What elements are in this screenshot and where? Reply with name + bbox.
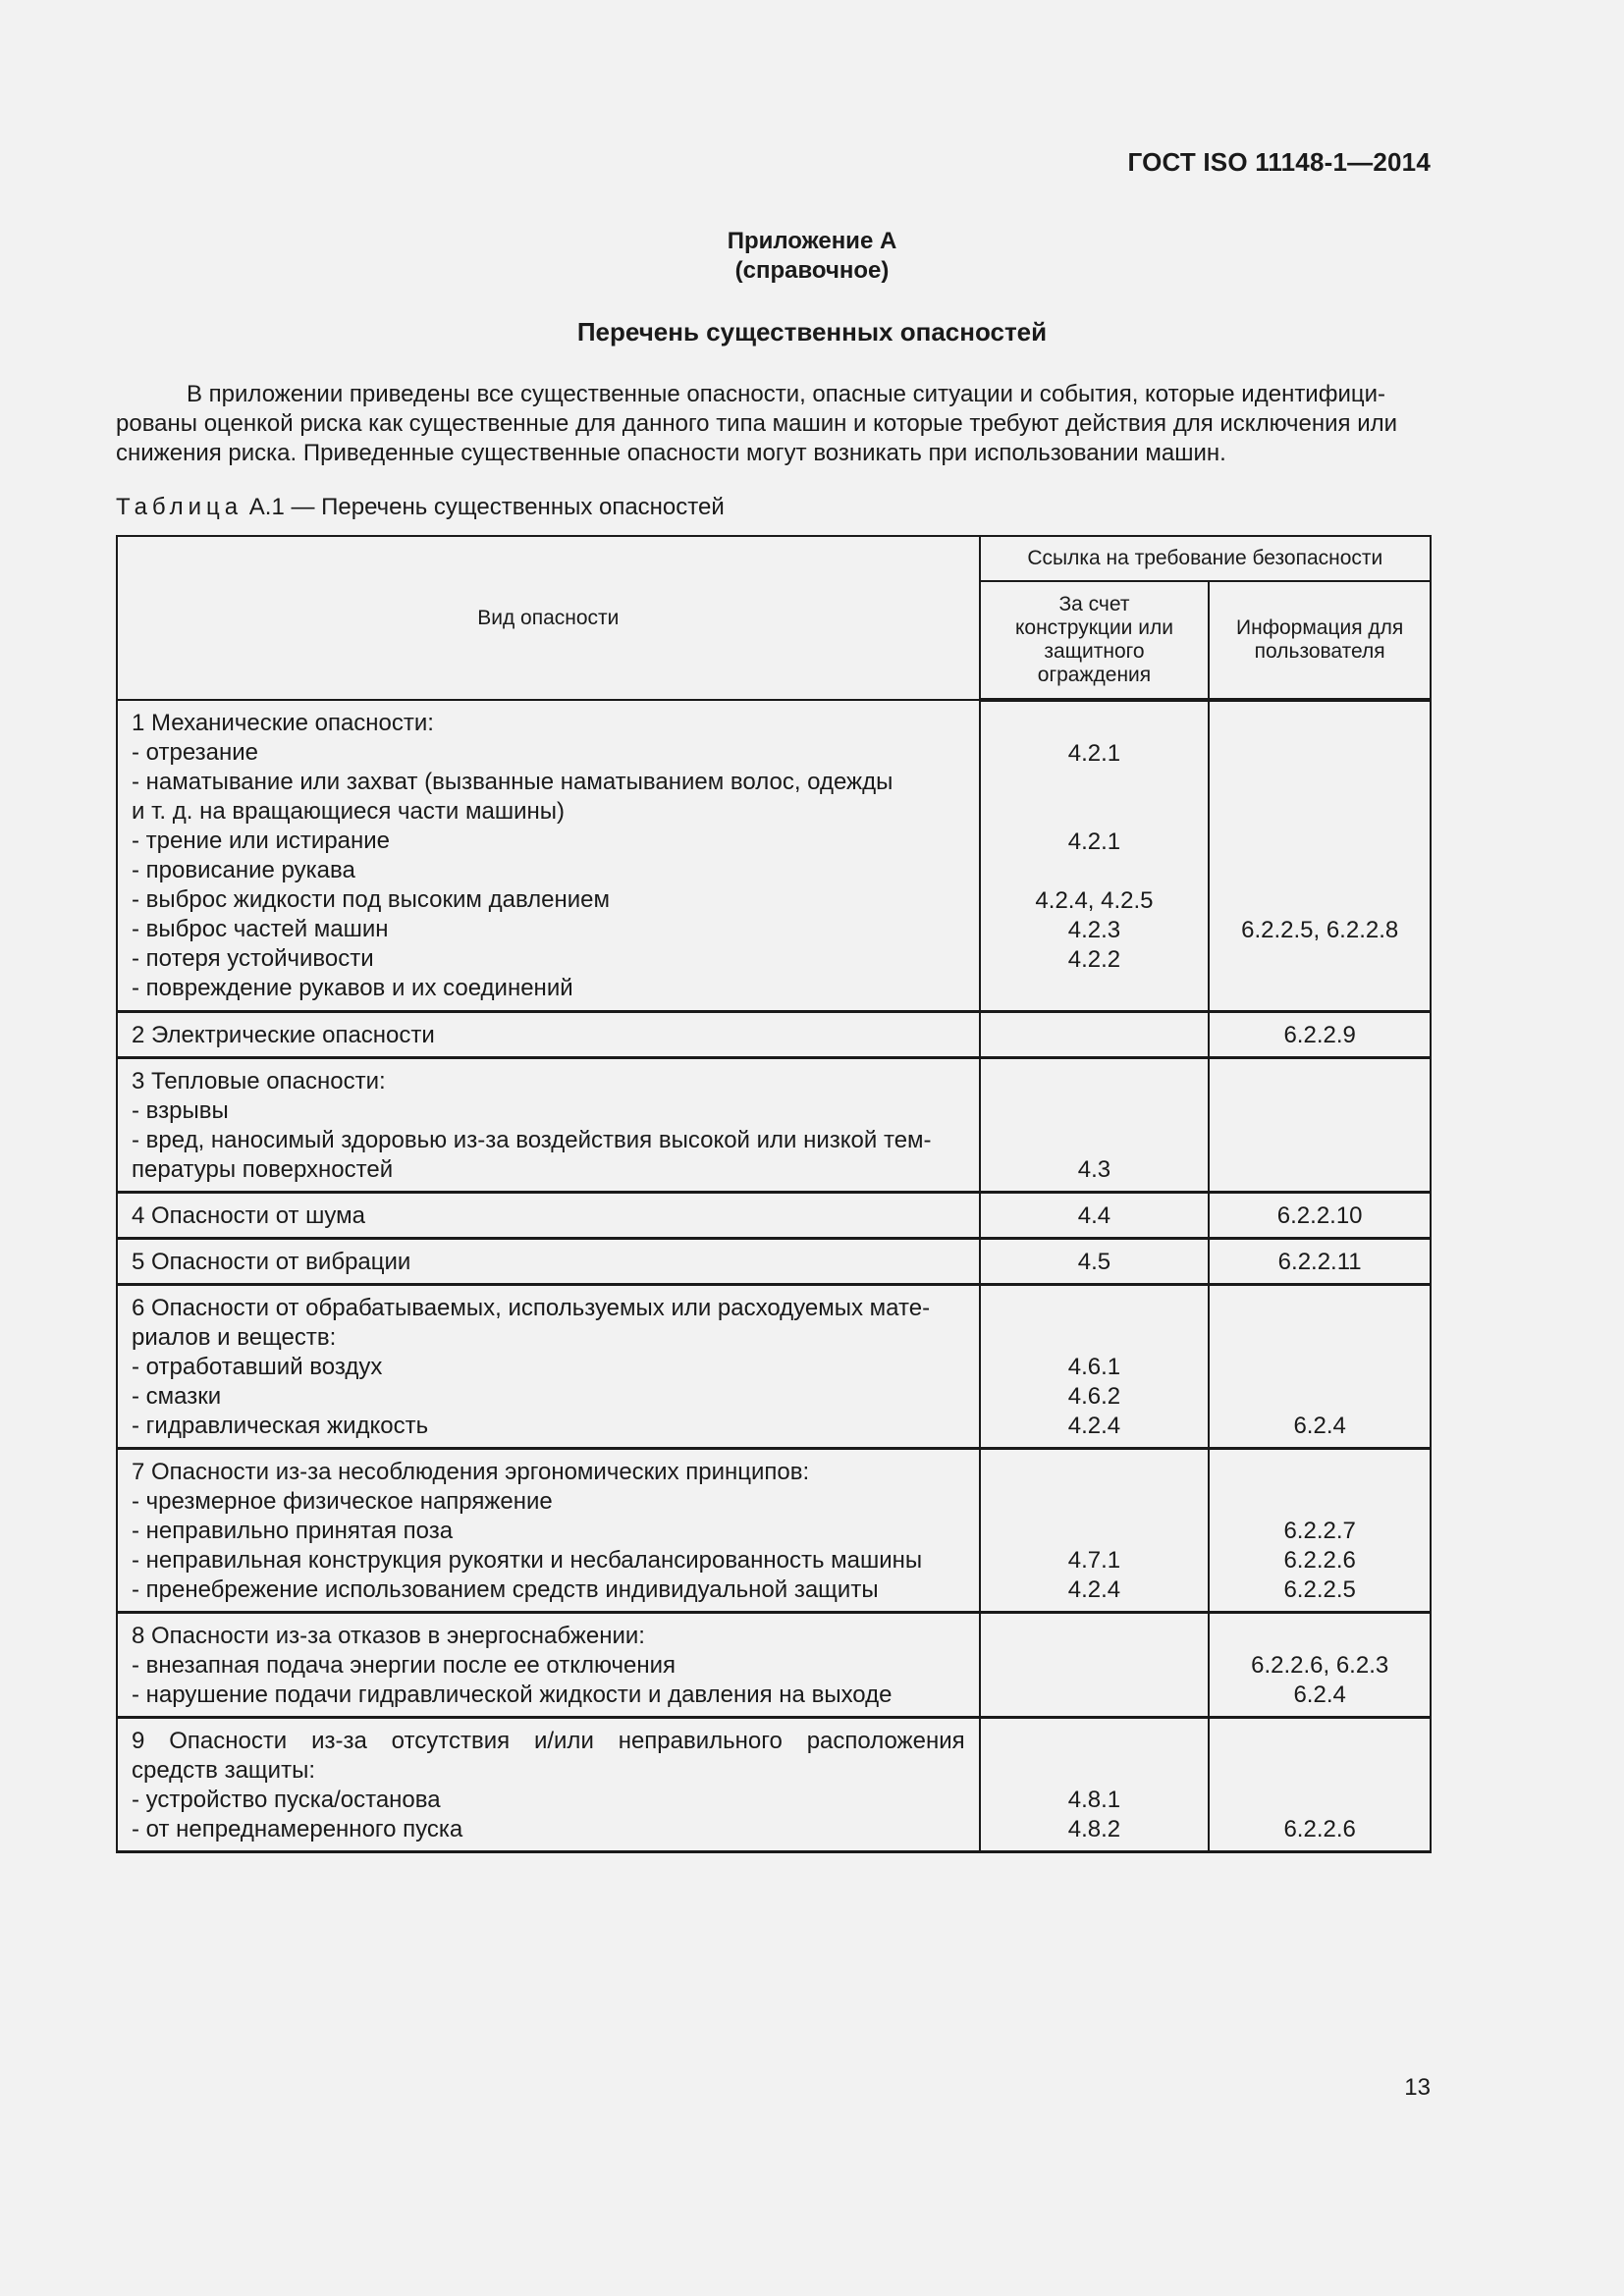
- user-info-cell: [1209, 1718, 1431, 1852]
- user-info-value: 6.2.4: [1293, 1682, 1346, 1708]
- hazard-cell: [117, 700, 980, 1012]
- design-ref-value: [985, 1651, 1205, 1681]
- user-info-cell: [1209, 1239, 1431, 1285]
- design-ref-cell: [980, 700, 1210, 1012]
- user-info-value: 6.2.4: [1293, 1413, 1346, 1439]
- user-info-value: [1214, 1096, 1426, 1126]
- design-ref-cell: [980, 1012, 1210, 1058]
- design-ref-value: 4.2.3: [1067, 917, 1121, 943]
- hazard-cell: [117, 1449, 980, 1613]
- design-ref-cell: [980, 1449, 1210, 1613]
- design-ref-cell: [980, 1718, 1210, 1852]
- table-row: [117, 1613, 1431, 1718]
- design-ref-value: [985, 1323, 1205, 1353]
- hazard-cell: [117, 1058, 980, 1193]
- header-by-design: За счет конструкции или защитного ограждения: [980, 581, 1210, 700]
- user-info-value: 6.2.2.6: [1283, 1547, 1356, 1574]
- hazard-line: 4 Опасности от шума: [132, 1202, 366, 1229]
- design-ref-value: 4.4: [1077, 1202, 1111, 1229]
- design-ref-value: [985, 1487, 1205, 1517]
- design-ref-value: 4.2.1: [1067, 828, 1121, 855]
- design-ref-cell: [980, 1285, 1210, 1449]
- design-ref-value: 4.2.4: [1067, 1576, 1121, 1603]
- header-reference-group: Ссылка на требование безопасности: [980, 536, 1431, 581]
- table-caption-label: Таблица: [116, 494, 244, 520]
- design-ref-value: [985, 1727, 1205, 1756]
- user-info-value: 6.2.2.6, 6.2.3: [1251, 1652, 1389, 1679]
- design-ref-value: [985, 1096, 1205, 1126]
- design-ref-cell: [980, 1193, 1210, 1239]
- table-row: [117, 700, 1431, 1012]
- design-ref-cell: [980, 1058, 1210, 1193]
- design-ref-value: [985, 1458, 1205, 1487]
- user-info-cell: [1209, 1058, 1431, 1193]
- hazard-line: 1 Механические опасности:: [132, 710, 434, 736]
- hazard-line: - неправильная конструкция рукоятки и несбалансированность машины: [132, 1547, 923, 1574]
- hazard-line: - устройство пуска/останова: [132, 1787, 441, 1813]
- hazard-cell: [117, 1285, 980, 1449]
- table-row: [117, 1058, 1431, 1193]
- design-ref-value: 4.5: [1077, 1249, 1111, 1275]
- user-info-value: [1214, 857, 1426, 886]
- design-ref-value: [985, 769, 1205, 798]
- design-ref-cell: [980, 1613, 1210, 1718]
- section-title: Перечень существенных опасностей: [576, 317, 1048, 347]
- hazard-line: - чрезмерное физическое напряжение: [132, 1488, 553, 1515]
- hazards-table: [116, 535, 1432, 1853]
- user-info-value: [1214, 1786, 1426, 1815]
- hazard-line: 9 Опасности из-за отсутствия и/или неправильного расположения: [132, 1728, 965, 1754]
- hazard-line: - выброс жидкости под высоким давлением: [132, 886, 611, 913]
- user-info-value: [1214, 1756, 1426, 1786]
- design-ref-value: [985, 975, 1205, 1004]
- hazard-line: - смазки: [132, 1383, 222, 1410]
- hazard-line: - гидравлическая жидкость: [132, 1413, 429, 1439]
- design-ref-value: 4.2.1: [1067, 740, 1121, 767]
- user-info-cell: [1209, 1449, 1431, 1613]
- design-ref-value: [985, 1126, 1205, 1155]
- user-info-value: [1214, 1323, 1426, 1353]
- header-user-info: Информация для пользователя: [1209, 581, 1431, 700]
- table-row: [117, 1193, 1431, 1239]
- hazard-line: 6 Опасности от обрабатываемых, используемых или расходуемых мате-: [132, 1295, 931, 1321]
- hazard-line: - внезапная подача энергии после ее отключения: [132, 1652, 676, 1679]
- design-ref-value: [985, 798, 1205, 828]
- hazard-cell: [117, 1718, 980, 1852]
- user-info-value: [1214, 1382, 1426, 1412]
- page-number: 13: [1404, 2074, 1431, 2101]
- user-info-value: [1214, 1458, 1426, 1487]
- user-info-value: [1214, 886, 1426, 916]
- design-ref-value: 4.2.4, 4.2.5: [1035, 887, 1154, 914]
- user-info-cell: [1209, 1613, 1431, 1718]
- design-ref-value: [985, 1067, 1205, 1096]
- user-info-value: [1214, 1727, 1426, 1756]
- user-info-value: 6.2.2.5: [1283, 1576, 1356, 1603]
- hazard-line: - наматывание или захват (вызванные наматыванием волос, одежды: [132, 769, 893, 795]
- user-info-value: 6.2.2.5, 6.2.2.8: [1241, 917, 1399, 943]
- hazard-line: 5 Опасности от вибрации: [132, 1249, 411, 1275]
- design-ref-value: 4.8.1: [1067, 1787, 1121, 1813]
- intro-line: рованы оценкой риска как существенные для данного типа машин и которые требуют действия для исключения или: [116, 410, 1398, 437]
- hazard-line: - повреждение рукавов и их соединений: [132, 975, 573, 1001]
- design-ref-value: 4.6.2: [1067, 1383, 1121, 1410]
- user-info-value: [1214, 1487, 1426, 1517]
- hazard-line: - потеря устойчивости: [132, 945, 374, 972]
- user-info-value: 6.2.2.9: [1283, 1022, 1356, 1048]
- hazard-line: пературы поверхностей: [132, 1156, 394, 1183]
- design-ref-value: [985, 1021, 1205, 1050]
- hazard-line: - провисание рукава: [132, 857, 355, 883]
- hazard-line: - отрезание: [132, 739, 258, 766]
- design-ref-value: [985, 1294, 1205, 1323]
- table-row: [117, 1012, 1431, 1058]
- user-info-value: [1214, 769, 1426, 798]
- design-ref-value: [985, 1622, 1205, 1651]
- user-info-value: [1214, 1622, 1426, 1651]
- user-info-cell: [1209, 1193, 1431, 1239]
- intro-paragraph: [116, 380, 1432, 468]
- design-ref-value: 4.2.4: [1067, 1413, 1121, 1439]
- hazard-line: - трение или истирание: [132, 828, 391, 854]
- user-info-value: [1214, 828, 1426, 857]
- design-ref-value: 4.8.2: [1067, 1816, 1121, 1842]
- user-info-value: [1214, 1353, 1426, 1382]
- intro-line: снижения риска. Приведенные существенные опасности могут возникать при использовании машин.: [116, 440, 1226, 466]
- appendix-heading: [0, 227, 1624, 286]
- hazard-cell: [117, 1613, 980, 1718]
- hazard-line: - выброс частей машин: [132, 916, 389, 942]
- hazard-cell: [117, 1193, 980, 1239]
- hazard-line: 3 Тепловые опасности:: [132, 1068, 386, 1095]
- hazard-line: - вред, наносимый здоровью из-за воздействия высокой или низкой тем-: [132, 1127, 932, 1153]
- table-row: [117, 1285, 1431, 1449]
- user-info-value: 6.2.2.10: [1276, 1202, 1363, 1229]
- user-info-value: [1214, 1294, 1426, 1323]
- hazard-cell: [117, 1239, 980, 1285]
- hazard-line: 8 Опасности из-за отказов в энергоснабжении:: [132, 1623, 645, 1649]
- hazard-cell: [117, 1012, 980, 1058]
- user-info-cell: [1209, 1012, 1431, 1058]
- user-info-value: [1214, 945, 1426, 975]
- table-row: [117, 1449, 1431, 1613]
- hazard-line: 7 Опасности из-за несоблюдения эргономических принципов:: [132, 1459, 810, 1485]
- user-info-value: [1214, 1155, 1426, 1185]
- user-info-value: 6.2.2.7: [1283, 1518, 1356, 1544]
- intro-line: В приложении приведены все существенные опасности, опасные ситуации и события, которые идентифици-: [187, 381, 1386, 407]
- hazard-line: - взрывы: [132, 1097, 229, 1124]
- table-row: [117, 1718, 1431, 1852]
- hazard-line: средств защиты:: [132, 1757, 315, 1784]
- user-info-cell: [1209, 700, 1431, 1012]
- design-ref-value: [985, 1681, 1205, 1710]
- user-info-cell: [1209, 1285, 1431, 1449]
- table-caption-text: А.1 — Перечень существенных опасностей: [248, 494, 725, 520]
- user-info-value: [1214, 739, 1426, 769]
- design-ref-value: 4.2.2: [1067, 946, 1121, 973]
- hazard-line: - отработавший воздух: [132, 1354, 383, 1380]
- hazard-line: - неправильно принятая поза: [132, 1518, 454, 1544]
- user-info-value: [1214, 975, 1426, 1004]
- appendix-subtitle: (справочное): [734, 257, 890, 284]
- hazard-line: - пренебрежение использованием средств индивидуальной защиты: [132, 1576, 879, 1603]
- design-ref-value: [985, 1756, 1205, 1786]
- user-info-value: [1214, 1067, 1426, 1096]
- user-info-value: [1214, 710, 1426, 739]
- hazard-line: риалов и веществ:: [132, 1324, 337, 1351]
- user-info-value: 6.2.2.11: [1277, 1249, 1362, 1275]
- appendix-title: Приложение А: [727, 228, 897, 254]
- design-ref-value: 4.6.1: [1067, 1354, 1121, 1380]
- design-ref-value: 4.7.1: [1067, 1547, 1121, 1574]
- hazard-line: - от непреднамеренного пуска: [132, 1816, 463, 1842]
- design-ref-value: [985, 857, 1205, 886]
- user-info-value: 6.2.2.6: [1283, 1816, 1356, 1842]
- user-info-value: [1214, 1126, 1426, 1155]
- design-ref-cell: [980, 1239, 1210, 1285]
- design-ref-value: [985, 1517, 1205, 1546]
- user-info-value: [1214, 798, 1426, 828]
- hazard-line: - нарушение подачи гидравлической жидкости и давления на выходе: [132, 1682, 893, 1708]
- table-row: [117, 1239, 1431, 1285]
- hazard-line: и т. д. на вращающиеся части машины): [132, 798, 565, 825]
- hazard-line: 2 Электрические опасности: [132, 1022, 435, 1048]
- header-hazard-type: Вид опасности: [117, 536, 980, 700]
- design-ref-value: 4.3: [1077, 1156, 1111, 1183]
- document-code: ГОСТ ISO 11148-1—2014: [1127, 147, 1431, 177]
- design-ref-value: [985, 710, 1205, 739]
- table-caption: [116, 494, 725, 521]
- table-body: [117, 700, 1431, 1852]
